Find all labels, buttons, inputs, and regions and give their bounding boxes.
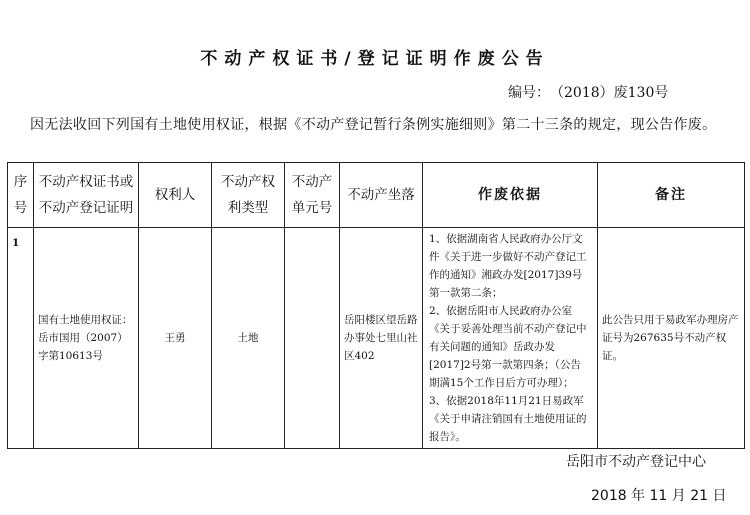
basis-item-2: 2、依据岳阳市人民政府办公室《关于妥善处理当前不动产登记中有关问题的通知》岳政办发[2017]2号第一款第四条；（公告期满15个工作日后方可办理）； <box>429 305 587 389</box>
cell-cert: 国有土地使用权证：岳市国用（2007）字第10613号 <box>34 228 139 449</box>
void-certificate-table <box>7 162 745 449</box>
cell-basis <box>423 228 598 449</box>
cell-seq: 1 <box>8 228 34 449</box>
header-remark: 备注 <box>598 163 745 228</box>
header-seq: 序号 <box>8 163 34 228</box>
basis-item-3: 3、依据2018年11月21日易政军《关于申请注销国有土地使用证的报告》。 <box>429 395 587 443</box>
cell-holder: 王勇 <box>139 228 212 449</box>
cell-remark: 此公告只用于易政军办理房产证号为267635号不动产权证。 <box>598 228 745 449</box>
cell-unit <box>285 228 340 449</box>
intro-paragraph: 因无法收回下列国有土地使用权证，根据《不动产登记暂行条例实施细则》第二十三条的规定，现公告作废。 <box>30 117 717 133</box>
cell-type: 土地 <box>212 228 285 449</box>
header-cert: 不动产权证书或不动产登记证明 <box>34 163 139 228</box>
notice-title: 不动产权证书/登记证明作废公告 <box>200 49 550 69</box>
table-header-row <box>8 163 745 228</box>
header-holder: 权利人 <box>139 163 212 228</box>
header-unit: 不动产单元号 <box>285 163 340 228</box>
cell-location: 岳阳楼区望岳路办事处七里山社区402 <box>340 228 423 449</box>
basis-item-1: 1、依据湖南省人民政府办公厅文件《关于进一步做好不动产登记工作的通知》湘政办发[2017]39号第一款第二条； <box>429 233 587 299</box>
header-location: 不动产坐落 <box>340 163 423 228</box>
document-number: 编号： （2018）废130号 <box>508 85 669 101</box>
issue-date: 2018 年 11 月 21 日 <box>591 488 727 504</box>
header-basis: 作废依据 <box>423 163 598 228</box>
issuing-organization: 岳阳市不动产登记中心 <box>566 454 706 470</box>
table-row <box>8 228 745 449</box>
header-type: 不动产权利类型 <box>212 163 285 228</box>
